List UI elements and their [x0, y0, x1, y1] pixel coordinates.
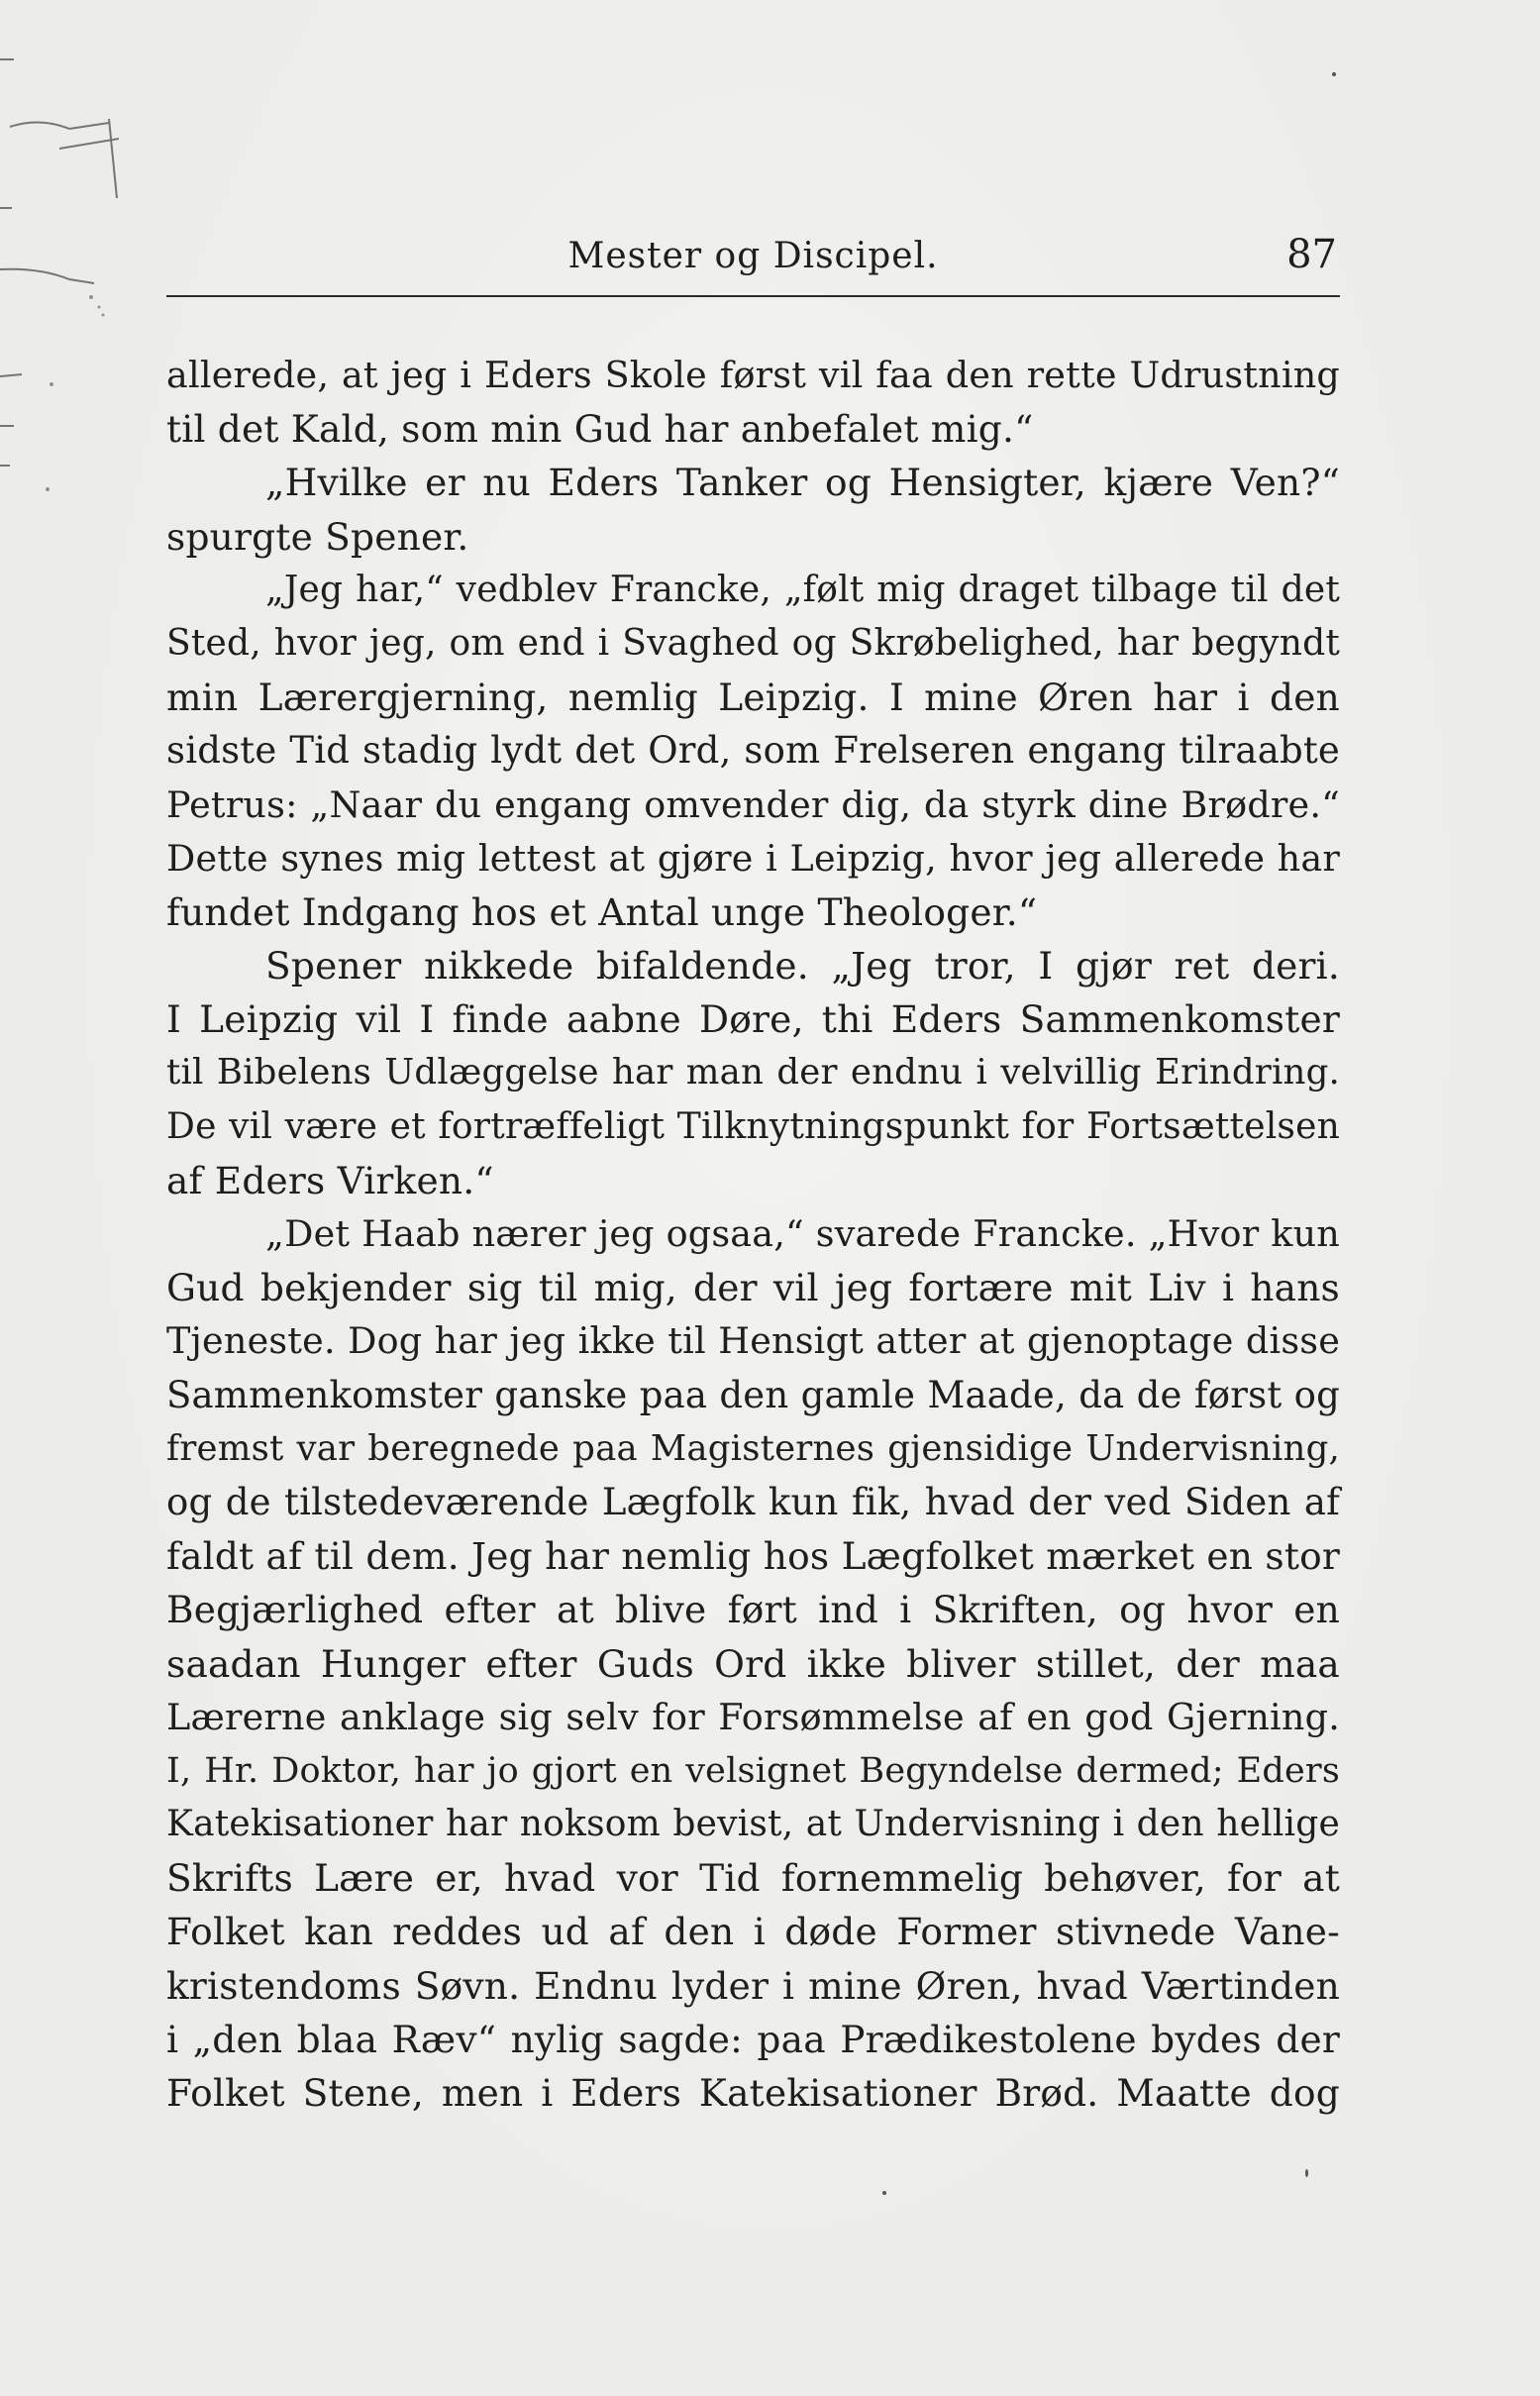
paper-speck [1332, 72, 1336, 76]
text-line: sidste Tid stadig lydt det Ord, som Frelseren engang tilraabte [166, 729, 1340, 773]
text-line: Petrus: „Naar du engang omvender dig, da styrk dine Brødre.“ [166, 782, 1340, 826]
text-line: min Lærergjerning, nemlig Leipzig. I mine Øren har i den [166, 676, 1340, 720]
text-line: „Jeg har,“ vedblev Francke, „følt mig draget tilbage til det [265, 569, 1340, 610]
scan-edge-marks [0, 0, 139, 515]
text-line: Dette synes mig lettest at gjøre i Leipzig, hvor jeg allerede har [166, 836, 1340, 880]
text-line: fremst var beregnede paa Magisternes gjensidige Undervisning, [166, 1427, 1340, 1469]
text-line: Sted, hvor jeg, om end i Svaghed og Skrøbelighed, har begyndt [166, 622, 1340, 664]
text-line: De vil være et fortræffeligt Tilknytningspunkt for Fortsættelsen [166, 1105, 1340, 1147]
paper-speck [1305, 2169, 1308, 2177]
text-line: Tjeneste. Dog har jeg ikke til Hensigt atter at gjenoptage disse [166, 1319, 1340, 1363]
running-head [166, 224, 1340, 293]
text-line: Katekisationer har noksom bevist, at Undervisning i den hellige [166, 1804, 1340, 1845]
text-line: spurgte Spener. [166, 514, 469, 559]
text-line: Lærerne anklage sig selv for Forsømmelse af en god Gjerning. [166, 1695, 1340, 1738]
running-title: Mester og Discipel. [567, 236, 939, 276]
page-number: 87 [1286, 232, 1337, 277]
text-line: faldt af til dem. Jeg har nemlig hos Lægfolket mærket en stor [166, 1534, 1340, 1579]
text-line: Gud bekjender sig til mig, der vil jeg fortære mit Liv i hans [166, 1266, 1340, 1310]
text-line: til det Kald, som min Gud har anbefalet mig.“ [166, 407, 1034, 452]
text-line: Skrifts Lære er, hvad vor Tid fornemmelig behøver, for at [166, 1856, 1340, 1901]
paper-speck [882, 2191, 886, 2195]
text-line: Sammenkomster ganske paa den gamle Maade, da de først og [166, 1373, 1340, 1416]
header-rule [166, 295, 1340, 297]
body-text [166, 349, 1340, 2120]
text-line: i „den blaa Ræv“ nylig sagde: paa Prædikestolene bydes der [166, 2017, 1340, 2061]
text-line: „Hvilke er nu Eders Tanker og Hensigter, kjære Ven?“ [265, 461, 1340, 505]
text-line: „Det Haab nærer jeg ogsaa,“ svarede Francke. „Hvor kun [265, 1212, 1340, 1255]
text-line: Folket kan reddes ud af den i døde Former stivnede Vane- [166, 1910, 1340, 1954]
text-line: I, Hr. Doktor, har jo gjort en velsignet Begyndelse dermed; Eders [166, 1750, 1340, 1791]
text-line: Folket Stene, men i Eders Katekisationer Brød. Maatte dog [166, 2071, 1340, 2115]
text-line: saadan Hunger efter Guds Ord ikke bliver stillet, der maa [166, 1641, 1340, 1686]
text-line: Begjærlighed efter at blive ført ind i Skriften, og hvor en [166, 1588, 1340, 1632]
text-line: af Eders Virken.“ [166, 1158, 494, 1202]
text-line: I Leipzig vil I finde aabne Døre, thi Eders Sammenkomster [166, 997, 1340, 1042]
text-line: allerede, at jeg i Eders Skole først vil faa den rette Udrustning [166, 354, 1340, 396]
text-line: og de tilstedeværende Lægfolk kun fik, hvad der ved Siden af [166, 1480, 1340, 1523]
text-line: Spener nikkede bifaldende. „Jeg tror, I gjør ret deri. [265, 944, 1340, 989]
text-line: kristendoms Søvn. Endnu lyder i mine Øren, hvad Værtinden [166, 1963, 1340, 2008]
text-line: til Bibelens Udlæggelse har man der endnu i velvillig Erindring. [166, 1052, 1340, 1094]
text-line: fundet Indgang hos et Antal unge Theologer.“ [166, 889, 1038, 934]
